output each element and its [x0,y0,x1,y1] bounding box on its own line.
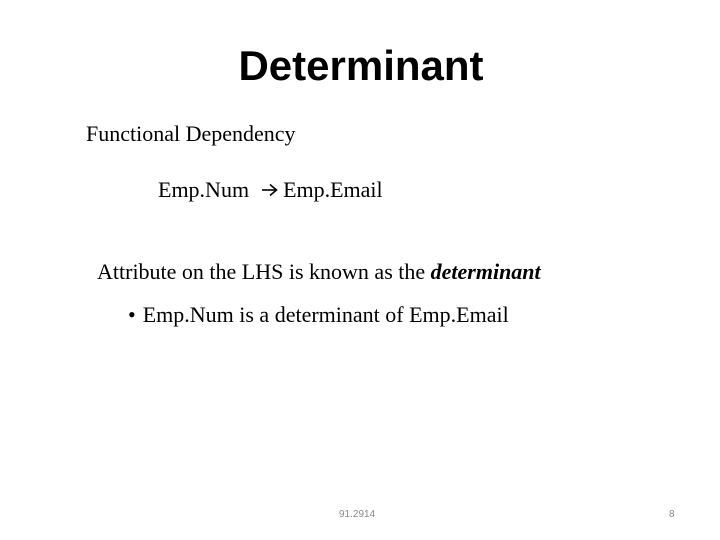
footer-date: 91.2914 [339,509,376,520]
slide-title: Determinant [238,42,484,89]
bullet-dot-icon: • [128,302,136,327]
fd-expression [158,176,383,204]
arrow-right-icon [261,177,279,193]
bullet-text: Emp.Num is a determinant of Emp.Email [142,302,509,327]
slide-number: 8 [669,509,675,520]
fd-lhs: Emp.Num [158,177,250,202]
fd-heading: Functional Dependency [86,121,296,146]
definition-emphasis: determinant [430,259,541,284]
fd-rhs: Emp.Email [283,177,383,202]
bullet-item [128,301,509,329]
definition-text: Attribute on the LHS is known as the [97,259,431,284]
determinant-definition [97,258,541,286]
